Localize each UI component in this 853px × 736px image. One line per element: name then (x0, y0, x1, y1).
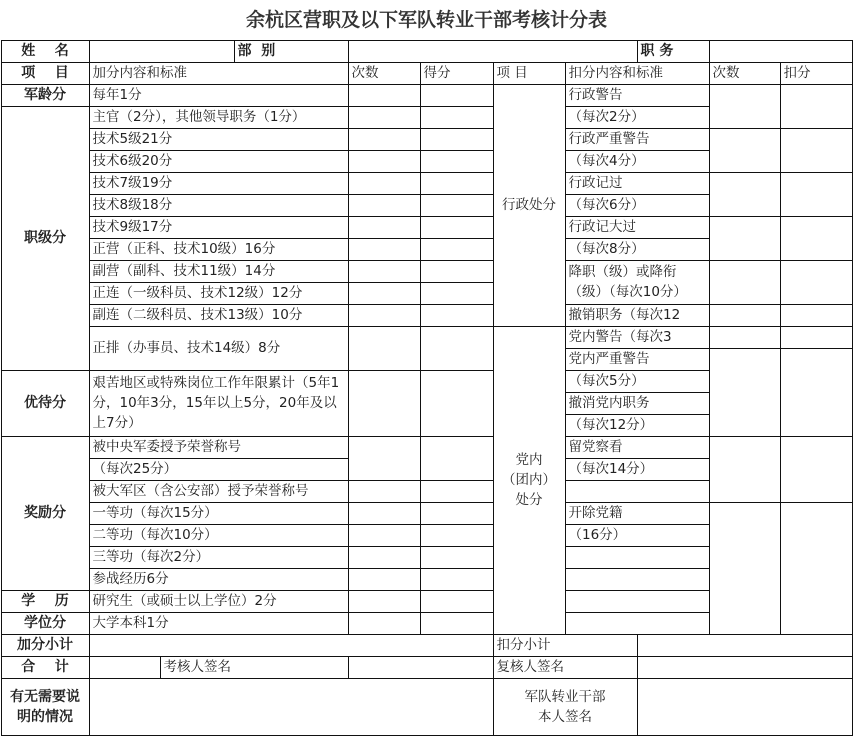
self-sign-label: 军队转业干部 本人签名 (493, 678, 638, 736)
form-title: 余杭区营职及以下军队转业干部考核计分表 (245, 9, 607, 31)
score-cell[interactable] (420, 546, 494, 569)
deduct-cell[interactable] (780, 326, 853, 349)
deduct-item: （每次14分） (565, 458, 710, 481)
examiner-sign-label: 考核人签名 (160, 656, 349, 679)
deduct-subtotal-field[interactable] (637, 634, 853, 657)
count-cell[interactable] (709, 172, 781, 217)
add-item: 被中央军委授予荣誉称号 (89, 436, 349, 459)
add-item: 一等功（每次15分） (89, 502, 349, 525)
score-cell[interactable] (420, 502, 494, 525)
count-cell[interactable] (348, 282, 421, 305)
add-item: 每年1分 (89, 84, 349, 107)
deduct-item: （每次8分） (565, 238, 710, 261)
count-cell[interactable] (709, 260, 781, 305)
total-label: 合 计 (1, 656, 90, 679)
name-field[interactable] (89, 40, 235, 63)
add-item: 技术7级19分 (89, 172, 349, 195)
deduct-item (565, 590, 710, 613)
category-label: 职级分 (1, 106, 90, 371)
score-cell[interactable] (420, 216, 494, 239)
deduct-cell[interactable] (780, 128, 853, 173)
deduct-cell[interactable] (780, 216, 853, 261)
count-cell[interactable] (709, 502, 781, 635)
add-item: 正连（一级科员、技术12级）12分 (89, 282, 349, 305)
score-cell[interactable] (420, 260, 494, 283)
score-cell[interactable] (420, 524, 494, 547)
add-item: 正营（正科、技术10级）16分 (89, 238, 349, 261)
count-cell[interactable] (348, 194, 421, 217)
count-cell[interactable] (348, 260, 421, 283)
category-label: 党内 （团内） 处分 (493, 326, 566, 635)
add-item: 技术6级20分 (89, 150, 349, 173)
count-cell[interactable] (348, 326, 421, 371)
score-cell[interactable] (420, 84, 494, 107)
add-item: 研究生（或硕士以上学位）2分 (89, 590, 349, 613)
score-cell[interactable] (420, 370, 494, 437)
count-cell[interactable] (348, 590, 421, 613)
col-item: 项 目 (1, 62, 90, 85)
deduct-item: （16分） (565, 524, 710, 547)
total-field[interactable] (89, 656, 161, 679)
count-cell[interactable] (709, 348, 781, 437)
count-cell[interactable] (348, 480, 421, 503)
score-cell[interactable] (420, 326, 494, 371)
add-item: 主官（2分），其他领导职务（1分） (89, 106, 349, 129)
deduct-item: （每次5分） (565, 370, 710, 393)
deduct-item (565, 612, 710, 635)
add-item: 三等功（每次2分） (89, 546, 349, 569)
add-subtotal-field[interactable] (89, 634, 494, 657)
reviewer-sign-label: 复核人签名 (493, 656, 638, 679)
count-cell[interactable] (348, 370, 421, 437)
self-sign-field[interactable] (637, 678, 853, 736)
count-cell[interactable] (348, 172, 421, 195)
add-item: 大学本科1分 (89, 612, 349, 635)
count-cell[interactable] (709, 436, 781, 503)
add-item: 技术8级18分 (89, 194, 349, 217)
count-cell[interactable] (709, 128, 781, 173)
add-item: 二等功（每次10分） (89, 524, 349, 547)
col-score: 得分 (420, 62, 494, 85)
count-cell[interactable] (348, 524, 421, 547)
remarks-label: 有无需要说明的情况 (1, 678, 90, 736)
deduct-item: （每次12分） (565, 414, 710, 437)
deduct-item: 行政记大过 (565, 216, 710, 239)
count-cell[interactable] (348, 612, 421, 635)
col-add-content: 加分内容和标准 (89, 62, 349, 85)
deduct-item: 撤销职务（每次12 (565, 304, 710, 327)
count-cell[interactable] (348, 216, 421, 239)
score-cell[interactable] (420, 194, 494, 217)
count-cell[interactable] (348, 150, 421, 173)
deduct-subtotal-label: 扣分小计 (493, 634, 638, 657)
category-label: 奖励分 (1, 436, 90, 591)
examiner-sign-field[interactable] (348, 656, 494, 679)
deduct-cell[interactable] (780, 502, 853, 635)
deduct-item: 行政警告 (565, 84, 710, 107)
name-label: 姓 名 (1, 40, 90, 63)
add-item: 副连（二级科员、技术13级）10分 (89, 304, 349, 327)
add-item: 技术9级17分 (89, 216, 349, 239)
score-cell[interactable] (420, 304, 494, 327)
duty-label: 职 务 (637, 40, 710, 63)
col-count: 次数 (348, 62, 421, 85)
deduct-cell[interactable] (780, 172, 853, 217)
score-cell[interactable] (420, 590, 494, 613)
score-cell[interactable] (420, 480, 494, 503)
col-count-right: 次数 (709, 62, 781, 85)
score-cell[interactable] (420, 568, 494, 591)
deduct-cell[interactable] (780, 436, 853, 503)
col-item-right: 项 目 (493, 62, 566, 85)
count-cell[interactable] (709, 84, 781, 129)
category-label: 学位分 (1, 612, 90, 635)
col-deduct: 扣分 (780, 62, 853, 85)
add-item: 技术5级21分 (89, 128, 349, 151)
deduct-item: 开除党籍 (565, 502, 710, 525)
score-cell[interactable] (420, 238, 494, 261)
category-label: 优待分 (1, 370, 90, 437)
score-cell[interactable] (420, 106, 494, 129)
add-item: 被大军区（含公安部）授予荣誉称号 (89, 480, 349, 503)
score-cell[interactable] (420, 150, 494, 173)
col-deduct-content: 扣分内容和标准 (565, 62, 710, 85)
deduct-cell[interactable] (780, 260, 853, 305)
count-cell[interactable] (709, 326, 781, 349)
score-cell[interactable] (420, 612, 494, 635)
score-cell[interactable] (420, 282, 494, 305)
score-cell[interactable] (420, 436, 494, 481)
add-item: 参战经历6分 (89, 568, 349, 591)
add-item: （每次25分） (89, 458, 349, 481)
count-cell[interactable] (709, 304, 781, 327)
deduct-cell[interactable] (780, 304, 853, 327)
deduct-item: 留党察看 (565, 436, 710, 459)
count-cell[interactable] (348, 128, 421, 151)
deduct-item: 行政记过 (565, 172, 710, 195)
duty-field[interactable] (709, 40, 853, 63)
count-cell[interactable] (709, 216, 781, 261)
count-cell[interactable] (348, 546, 421, 569)
deduct-item: 党内严重警告 (565, 348, 710, 371)
count-cell[interactable] (348, 84, 421, 107)
deduct-cell[interactable] (780, 348, 853, 437)
count-cell[interactable] (348, 304, 421, 327)
category-label: 行政处分 (493, 84, 566, 327)
add-item: 艰苦地区或特殊岗位工作年限累计（5年1分，10年3分，15年以上5分，20年及以上7分） (89, 370, 349, 437)
deduct-item: （每次4分） (565, 150, 710, 173)
reviewer-sign-field[interactable] (637, 656, 853, 679)
count-cell[interactable] (348, 568, 421, 591)
deduct-item: （每次2分） (565, 106, 710, 129)
score-cell[interactable] (420, 128, 494, 151)
count-cell[interactable] (348, 238, 421, 261)
add-item: 正排（办事员、技术14级）8分 (89, 326, 349, 371)
add-subtotal-label: 加分小计 (1, 634, 90, 657)
score-cell[interactable] (420, 172, 494, 195)
deduct-item (565, 546, 710, 569)
category-label: 军龄分 (1, 84, 90, 107)
count-cell[interactable] (348, 502, 421, 525)
deduct-item (565, 480, 710, 503)
deduct-item: 撤消党内职务 (565, 392, 710, 415)
deduct-item: 行政严重警告 (565, 128, 710, 151)
count-cell[interactable] (348, 106, 421, 129)
deduct-cell[interactable] (780, 84, 853, 129)
deduct-item: 降职（级）或降衔（级）（每次10分） (565, 260, 710, 305)
category-label: 学 历 (1, 590, 90, 613)
dept-field[interactable] (348, 40, 638, 63)
deduct-item: （每次6分） (565, 194, 710, 217)
deduct-item (565, 568, 710, 591)
remarks-field[interactable] (89, 678, 494, 736)
deduct-item: 党内警告（每次3 (565, 326, 710, 349)
add-item: 副营（副科、技术11级）14分 (89, 260, 349, 283)
count-cell[interactable] (348, 436, 421, 481)
dept-label: 部 别 (234, 40, 349, 63)
